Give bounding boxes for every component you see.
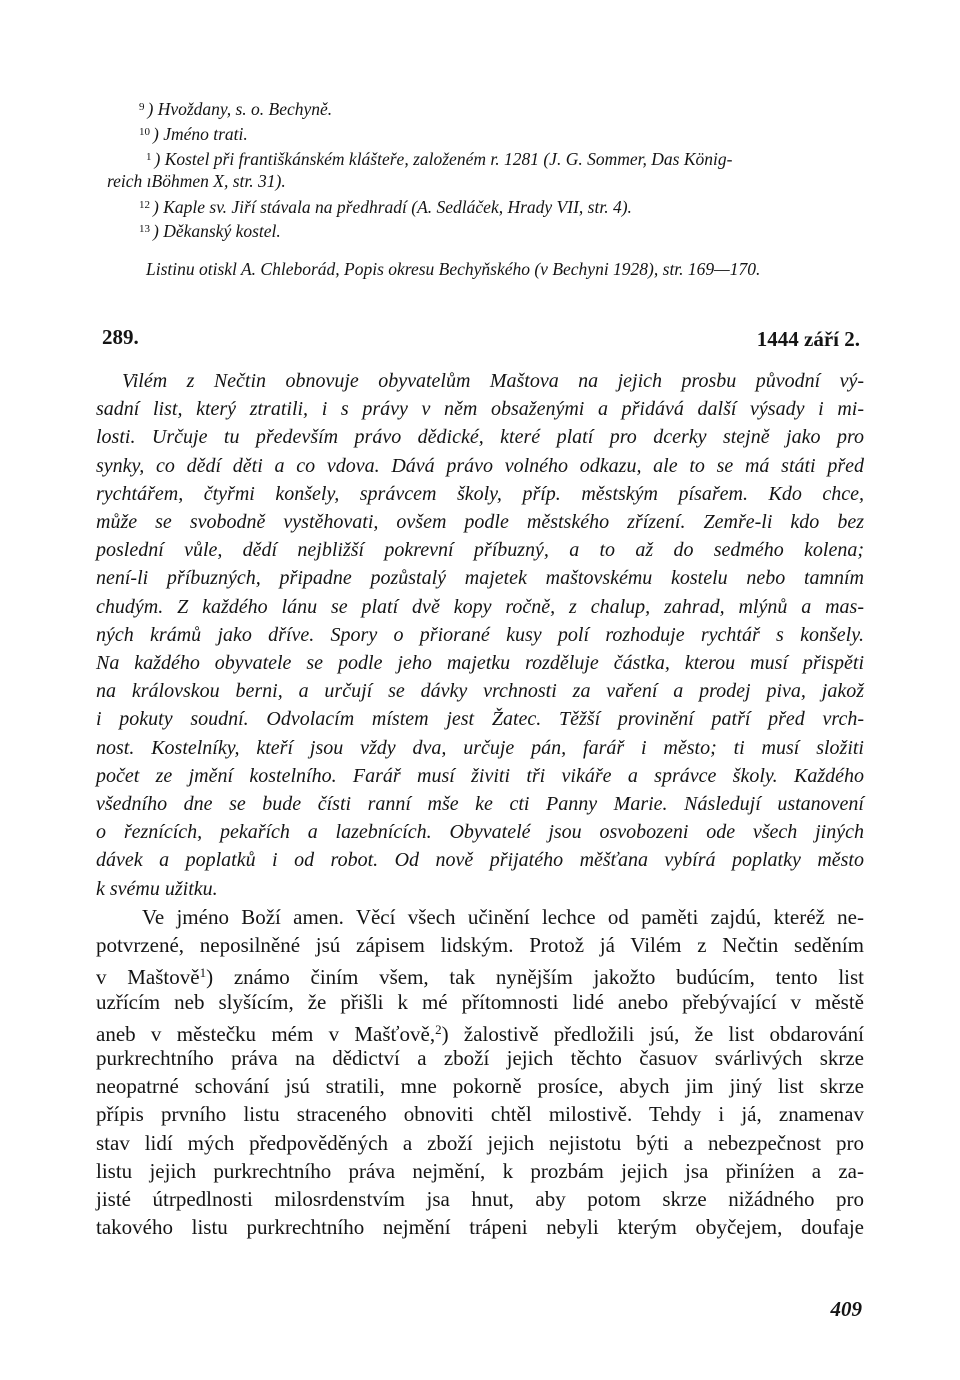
- text-line: [96, 1185, 864, 1213]
- text-line: [96, 931, 864, 959]
- text-line: [96, 1016, 864, 1048]
- regest-line: není-li příbuzných, připadne pozůstalý majetek maštovskému kostelu nebo tamním: [96, 567, 864, 590]
- footnote-text: Děkanský kostel.: [163, 221, 281, 241]
- footnote-text: reich ıBöhmen X, str. 31).: [107, 171, 286, 191]
- text-segment: ) známo činím všem, tak nynějším jakožto budúcím, tento list: [206, 965, 864, 990]
- footnote-13: $^{13}$ ) Děkanský kostel.: [139, 221, 281, 241]
- regest-line: může se svobodně vystěhovati, ovšem podle městského zřízení. Zemře-li kdo bez: [96, 511, 864, 533]
- text-segment: uzřícím neb slyšícím, že přišli k mé přítomnosti lidé anebo přebývající v městě: [96, 989, 864, 1014]
- text-segment: listu jejich purkrechtního práva nejmění, k prozbám jejich jsa přiníżen a za-: [96, 1158, 864, 1183]
- text-line: [142, 903, 864, 931]
- regest-line: sadní list, který ztratili, i s právy v něm obsaženými a přidává další výsady i mi-: [96, 398, 864, 421]
- regest-line: dávek a poplatků i od robot. Od nově přijatého měšťana vybírá poplatky město: [96, 849, 864, 872]
- footnote-mark: 9: [139, 101, 145, 113]
- regest-line: Na každého obyvatele se podle jeho majetku rozděluje částka, kterou musí přispěti: [96, 652, 864, 674]
- regest-line: synky, co dědí děti a co vdova. Dává právo volného odkazu, ale to se má státi před: [96, 454, 864, 477]
- text-segment: purkrechtního práva na dědictví a zboží jejich těchto časuov svárlivých skrze: [96, 1046, 864, 1070]
- text-line: [96, 959, 864, 991]
- text-segment: ) žalostivě předložili jsú, že list obdarování: [441, 1021, 864, 1046]
- document-date: 1444 září 2.: [756, 327, 860, 351]
- footnote-11-continuation: [107, 170, 286, 192]
- text-line: [96, 1072, 864, 1100]
- footnote-mark: 1: [146, 151, 152, 163]
- regest-line: o řeznících, pekařích a lazebnících. Obyvatelé jsou osvobozeni ode všech jiných: [96, 821, 864, 844]
- text-segment: jisté útrpedlnosti milosrdenstvím jsa hnut, aby potom skrze nižádného pro: [96, 1187, 864, 1211]
- regest-line: poslední vůle, dědí nejbližší pokrevní příbuzný, a to až do sedmého kolena;: [96, 539, 864, 562]
- footnote-10: $^{10}$ ) Jméno trati.: [139, 124, 248, 144]
- text-segment: takového listu purkrechtního nejmění trápeni nebyli kterým obyčejem, doufaje: [96, 1215, 864, 1240]
- footnote-9: $^9$ ) Hvoždany, s. o. Bechyně.: [139, 99, 333, 119]
- text-line: [96, 1044, 864, 1072]
- regest-line: k svému užitku.: [96, 877, 218, 900]
- text-segment: v Maštově: [96, 965, 200, 990]
- text-segment: stav lidí mých předpověděných a zboží jejich nejistotu býti a nebezpečnost pro: [96, 1130, 864, 1155]
- text-line: [96, 988, 864, 1016]
- footnote-mark: 12: [139, 199, 150, 211]
- regest-line: všedního dne se bude čísti ranní mše ke cti Panny Marie. Následují ustanovení: [96, 793, 864, 815]
- footnote-reference: 2: [435, 1021, 442, 1037]
- regest-line: Vilém z Nečtin obnovuje obyvatelům Maštova na jejich prosbu původní vý-: [122, 370, 864, 392]
- text-line: [96, 1129, 864, 1157]
- regest-line: rychtářem, čtyřmi konšely, správcem školy, příp. městským písařem. Kdo chce,: [96, 482, 864, 505]
- footnote-text: Jméno trati.: [163, 124, 248, 144]
- footnote-text: Kostel při františkánském klášteře, založeném r. 1281 (J. G. Sommer, Das König-: [164, 149, 733, 169]
- text-line: [96, 1100, 864, 1128]
- text-segment: neopatrné schování jsú stratili, mne pokorně prosíce, abych jim jiný list skrze: [96, 1074, 864, 1099]
- regest-line: na královskou berni, a určují se dávky vrchnosti za vaření a prodej piva, jakož: [96, 680, 864, 703]
- regest-line: i pokuty soudní. Odvolacím místem jest Žatec. Těžší provinění patří před vrch-: [96, 708, 864, 731]
- footnote-mark: 10: [139, 126, 150, 138]
- regest-line: počet ze jmění kostelního. Farář musí živiti tři vikáře a správce školy. Každého: [96, 764, 864, 787]
- text-segment: potvrzené, neposilněné jsú zápisem lidským. Protož já Vilém z Nečtin seděním: [96, 933, 864, 958]
- text-segment: aneb v městečku mém v Mašťově,: [96, 1021, 436, 1046]
- regest-line: chudým. Z každého lánu se platí dvě kopy ročně, z chalup, zahrad, mlýnů a mas-: [96, 595, 864, 618]
- text-line: [96, 1213, 864, 1241]
- regest-line: losti. Určuje tu především právo dědické, které platí pro dcerky stejně jako pro: [96, 426, 864, 449]
- footnote-text: Kaple sv. Jiří stávala na předhradí (A. Sedláček, Hrady VII, str. 4).: [163, 197, 632, 217]
- source-note: Listinu otiskl A. Chleborád, Popis okresu Bechyňského (v Bechyni 1928), str. 169—170.: [146, 259, 761, 279]
- document-number: 289.: [102, 325, 139, 349]
- footnote-12: $^{12}$ ) Kaple sv. Jiří stávala na předhradí (A. Sedláček, Hrady VII, str. 4).: [139, 197, 632, 217]
- text-line: [96, 1157, 864, 1185]
- footnote-11: $^1$ ) Kostel při františkánském klášteře, založeném r. 1281 (J. G. Sommer, Das König-: [146, 149, 733, 169]
- regest-line: ných krámů jako dříve. Spory o přiorané kusy polí rozhoduje rychtář s konšely.: [96, 623, 864, 646]
- footnote-text: Hvoždany, s. o. Bechyně.: [157, 99, 333, 119]
- text-segment: Ve jméno Boží amen. Věcí všech učinění lechce od paměti zajdú, kteréž ne-: [142, 905, 864, 929]
- footnote-mark: 13: [139, 223, 150, 235]
- footnote-reference: 1: [199, 965, 207, 981]
- regest-line: nost. Kostelníky, kteří jsou vždy dva, určuje pán, farář i město; ti musí složiti: [96, 736, 864, 759]
- text-segment: přípis prvního listu straceného obnoviti chtěl milostivě. Tehdy i já, znamenav: [96, 1102, 864, 1127]
- page-number: 409: [830, 1297, 862, 1321]
